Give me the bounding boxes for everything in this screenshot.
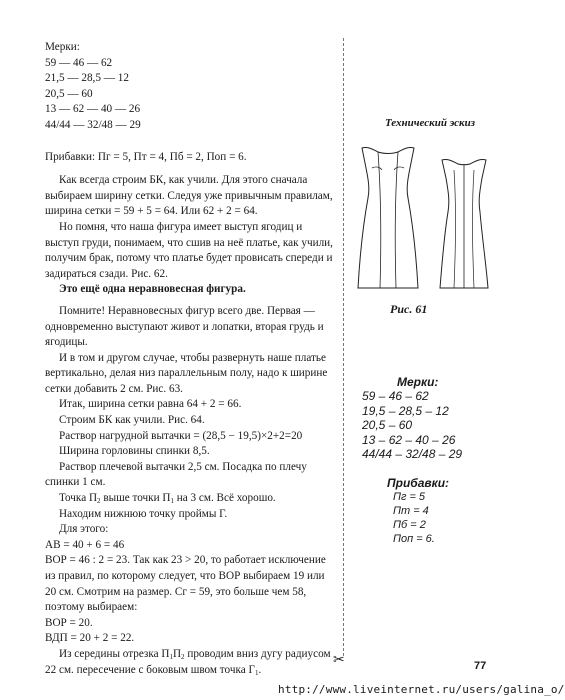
main-text-column [45, 40, 335, 678]
pribavki-line: Прибавки: Пг = 5, Пт = 4, Пб = 2, Поп = 6. [45, 150, 247, 163]
merki-box-title: Мерки: [397, 375, 439, 389]
watermark-url: http://www.liveinternet.ru/users/galina_o/ [278, 683, 565, 696]
merki-box-line: 59 – 46 – 62 [362, 389, 429, 403]
merki-title: Мерки: [45, 41, 80, 53]
formula-line: ВОР = 20. [45, 616, 93, 629]
paragraph: Помните! Неравновесных фигур всего две. Первая — одновременно выступают живот и лопатки, вторая грудь и ягодицы. [45, 304, 324, 349]
pribavki-box-title: Прибавки: [387, 476, 450, 490]
text-line: Строим БК как учили. Рис. 64. [59, 414, 205, 427]
merki-line: 13 — 62 — 40 — 26 [45, 103, 141, 116]
figure-caption: Рис. 61 [390, 302, 428, 316]
merki-box-line: 19,5 – 28,5 – 12 [362, 403, 449, 418]
page-number: 77 [474, 660, 487, 672]
merki-line: 21,5 — 28,5 — 12 [45, 72, 129, 85]
formula-line: ВДП = 20 + 2 = 22. [45, 632, 135, 645]
sketch-title: Технический эскиз [384, 117, 476, 129]
merki-box-line: 44/44 – 32/48 – 29 [362, 447, 463, 462]
formula-line: АВ = 40 + 6 = 46 [45, 538, 125, 551]
merki-line: 20,5 — 60 [45, 87, 93, 100]
pribavki-box-line: Пб = 2 [393, 519, 426, 531]
pribavki-box-line: Поп = 6. [393, 533, 435, 545]
pribavki-box-line: Пт = 4 [393, 505, 429, 517]
bold-statement: Это ещё одна неравновесная фигура. [59, 283, 246, 296]
text-line: Ширина горловины спинки 8,5. [59, 445, 210, 458]
text-line: Раствор нагрудной вытачки = (28,5 − 19,5)×2+2=20 [59, 429, 303, 442]
merki-line: 59 — 46 — 62 [45, 56, 113, 69]
paragraph-segment: Из середины отрезка $П_1П_2$ проводим вниз дугу радиусом 22 см. пересечение с боковым швом точка $Г_1$. [45, 647, 331, 677]
text-line: Итак, ширина сетки равна 64 + 2 = 66. [59, 398, 242, 411]
text-line: Для этого: [59, 523, 109, 536]
paragraph: Как всегда строим БК, как учили. Для этого сначала выбираем ширину сетки. Следуя уже привычным правилам, ширина сетки = 59 + 5 = 64. Или 62 + 2 = 64. [45, 174, 333, 218]
column-divider [343, 38, 344, 656]
merki-box-list [362, 389, 462, 462]
merki-box-line: 20,5 – 60 [362, 418, 413, 433]
pribavki-box-list [393, 490, 435, 546]
paragraph: Но помня, что наша фигура имеет выступ ягодиц и выступ груди, понимаем, что сшив на неё платье, как учили, получим брак, потому что платье будет провисать спереди и задираться сзади. Рис. 62. [45, 220, 333, 280]
text-line: Находим нижнюю точку проймы Г. [59, 507, 228, 520]
pribavki-box-line: Пг = 5 [393, 491, 426, 503]
scissors-icon: ✂ [333, 651, 345, 667]
merki-box-line: 13 – 62 – 40 – 26 [362, 432, 456, 447]
dress-sketch-icon [350, 140, 510, 300]
paragraph: И в том и другом случае, чтобы развернуть наше платье вертикально, делая низ параллельным полу, надо к ширине сетки добавить 2 см. Рис. 63. [45, 351, 328, 395]
paragraph: Раствор плечевой вытачки 2,5 см. Посадка по плечу спинки 1 см. [45, 460, 307, 489]
merki-line: 44/44 — 32/48 — 29 [45, 118, 141, 131]
paragraph: ВОР = 46 : 2 = 23. Так как 23 > 20, то работает исключение из правил, по которому следует, что ВОР выбираем 19 или 20 см. Смотрим на размер. Сг = 59, это больше чем 58, поэтому выбираем: [45, 554, 326, 614]
text-line-tochka: Точка $П_2$ выше точки $П_1$ на 3 см. Всё хорошо. [59, 492, 276, 506]
